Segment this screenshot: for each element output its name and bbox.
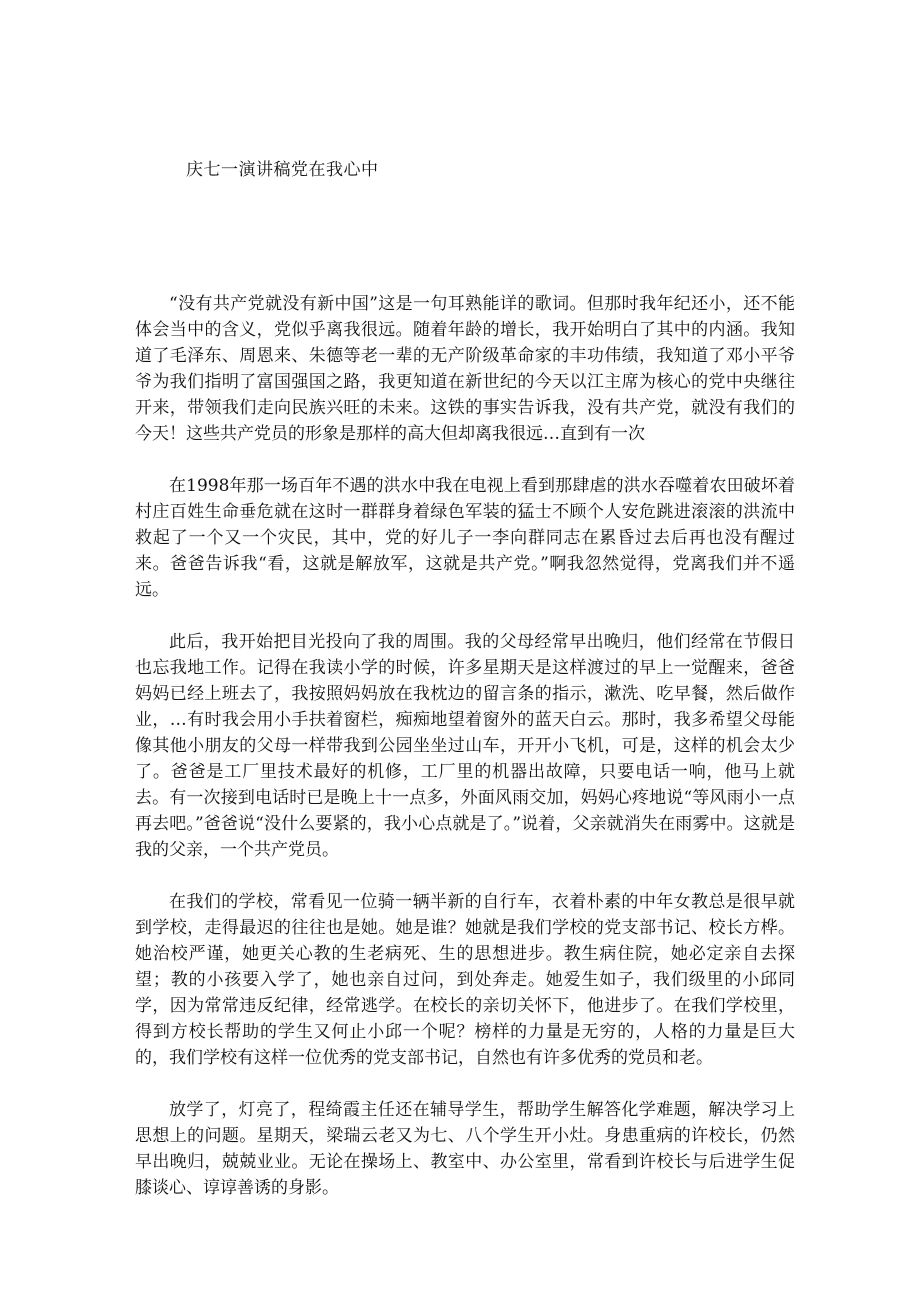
paragraph-1: “没有共产党就没有新中国”这是一句耳熟能详的歌词。但那时我年纪还小，还不能体会当中的含义，党似乎离我很远。随着年龄的增长，我开始明白了其中的内涵。我知道了毛泽东、周恩来、朱德等老一辈的无产阶级革命家的丰功伟绩，我知道了邓小平爷爷为我们指明了富国强国之路，我更知道在新世纪的今天以江主席为核心的党中央继往开来，带领我们走向民族兴旺的未来。这铁的事实告诉我，没有共产党，就没有我们的今天！这些共产党员的形象是那样的高大但却离我很远…直到有一次: [135, 294, 795, 444]
paragraph-2: 在1998年那一场百年不遇的洪水中我在电视上看到那肆虐的洪水吞噬着农田破坏着村庄百姓生命垂危就在这时一群群身着绿色军装的猛士不顾个人安危跳进滚滚的洪流中救起了一个又一个灾民，其中，党的好儿子一李向群同志在累昏过去后再也没有醒过来。爸爸告诉我“看，这就是解放军，这就是共产党。”啊我忽然觉得，党离我们并不遥远。: [135, 476, 795, 600]
paragraph-3: 此后，我开始把目光投向了我的周围。我的父母经常早出晚归，他们经常在节假日也忘我地工作。记得在我读小学的时候，许多星期天是这样渡过的早上一觉醒来，爸爸妈妈已经上班去了，我按照妈妈放在我枕边的留言条的指示，漱洗、吃早餐，然后做作业，…有时我会用小手扶着窗栏，痴痴地望着窗外的蓝天白云。那时，我多希望父母能像其他小朋友的父母一样带我到公园坐坐过山车，开开小飞机，可是，这样的机会太少了。爸爸是工厂里技术最好的机修，工厂里的机器出故障，只要电话一响，他马上就去。有一次接到电话时已是晚上十一点多，外面风雨交加，妈妈心疼地说“等风雨小一点再去吧。”爸爸说“没什么要紧的，我小心点就是了。”说着，父亲就消失在雨雾中。这就是我的父亲，一个共产党员。: [135, 632, 795, 860]
paragraph-5: 放学了，灯亮了，程绮霞主任还在辅导学生，帮助学生解答化学难题，解决学习上思想上的问题。星期天，梁瑞云老又为七、八个学生开小灶。身患重病的许校长，仍然早出晚归，兢兢业业。无论在操场上、教室中、办公室里，常看到许校长与后进学生促膝谈心、谆谆善诱的身影。: [135, 1100, 795, 1198]
paragraph-4: 在我们的学校，常看见一位骑一辆半新的自行车，衣着朴素的中年女教总是很早就到学校，走得最迟的往往也是她。她是谁？她就是我们学校的党支部书记、校长方桦。她治校严谨，她更关心教的生老病死、生的思想进步。教生病住院，她必定亲自去探望；教的小孩要入学了，她也亲自过问，到处奔走。她爱生如子，我们级里的小邱同学，因为常常违反纪律，经常逃学。在校长的亲切关怀下，他进步了。在我们学校里，得到方校长帮助的学生又何止小邱一个呢？榜样的力量是无穷的，人格的力量是巨大的，我们学校有这样一位优秀的党支部书记，自然也有许多优秀的党员和老。: [135, 892, 795, 1068]
document-body: [135, 291, 795, 1227]
document-title: 庆七一演讲稿党在我心中: [186, 160, 379, 180]
